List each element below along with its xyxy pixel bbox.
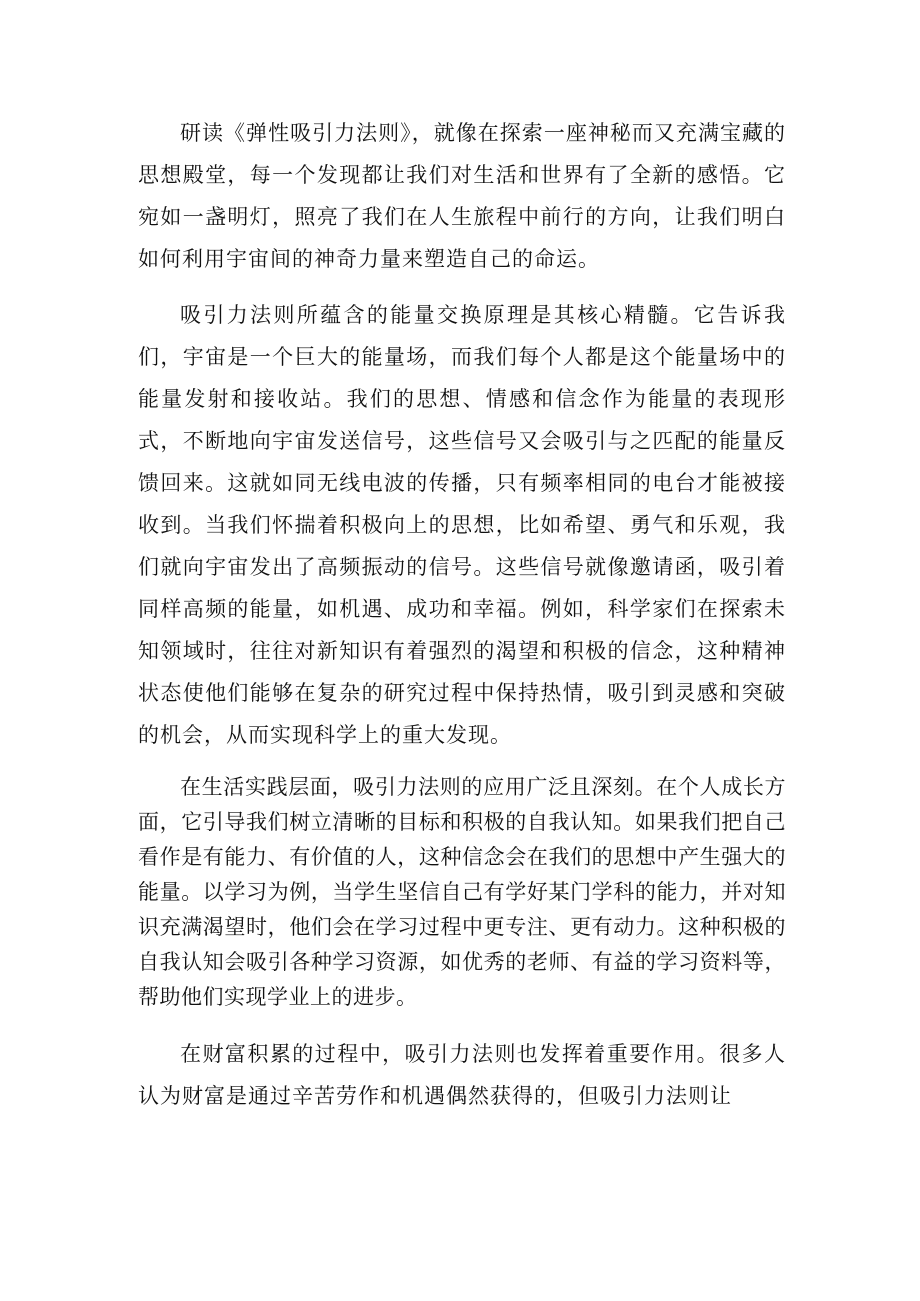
paragraph-3: 在生活实践层面，吸引力法则的应用广泛且深刻。在个人成长方面，它引导我们树立清晰的目标和积极的自我认知。如果我们把自己看作是有能力、有价值的人，这种信念会在我们的思想中产生强大的能量。以学习为例，当学生坚信自己有学好某门学科的能力，并对知识充满渴望时，他们会在学习过程中更专注、更有动力。这种积极的自我认知会吸引各种学习资源，如优秀的老师、有益的学习资料等，帮助他们实现学业上的进步。 [138,775,786,1009]
paragraph-2: 吸引力法则所蕴含的能量交换原理是其核心精髓。它告诉我们，宇宙是一个巨大的能量场，而我们每个人都是这个能量场中的能量发射和接收站。我们的思想、情感和信念作为能量的表现形式，不断地向宇宙发送信号，这些信号又会吸引与之匹配的能量反馈回来。这就如同无线电波的传播，只有频率相同的电台才能被接收到。当我们怀揣着积极向上的思想，比如希望、勇气和乐观，我们就向宇宙发出了高频振动的信号。这些信号就像邀请函，吸引着同样高频的能量，如机遇、成功和幸福。例如，科学家们在探索未知领域时，往往对新知识有着强烈的渴望和积极的信念，这种精神状态使他们能够在复杂的研究过程中保持热情，吸引到灵感和突破的机会，从而实现科学上的重大发现。 [138,303,786,747]
paragraph-1: 研读《弹性吸引力法则》，就像在探索一座神秘而又充满宝藏的思想殿堂，每一个发现都让我们对生活和世界有了全新的感悟。它宛如一盏明灯，照亮了我们在人生旅程中前行的方向，让我们明白如何利用宇宙间的神奇力量来塑造自己的命运。 [138,121,786,271]
document-body [138,112,786,1117]
paragraph-4: 在财富积累的过程中，吸引力法则也发挥着重要作用。很多人认为财富是通过辛苦劳作和机遇偶然获得的，但吸引力法则让 [138,1042,786,1108]
